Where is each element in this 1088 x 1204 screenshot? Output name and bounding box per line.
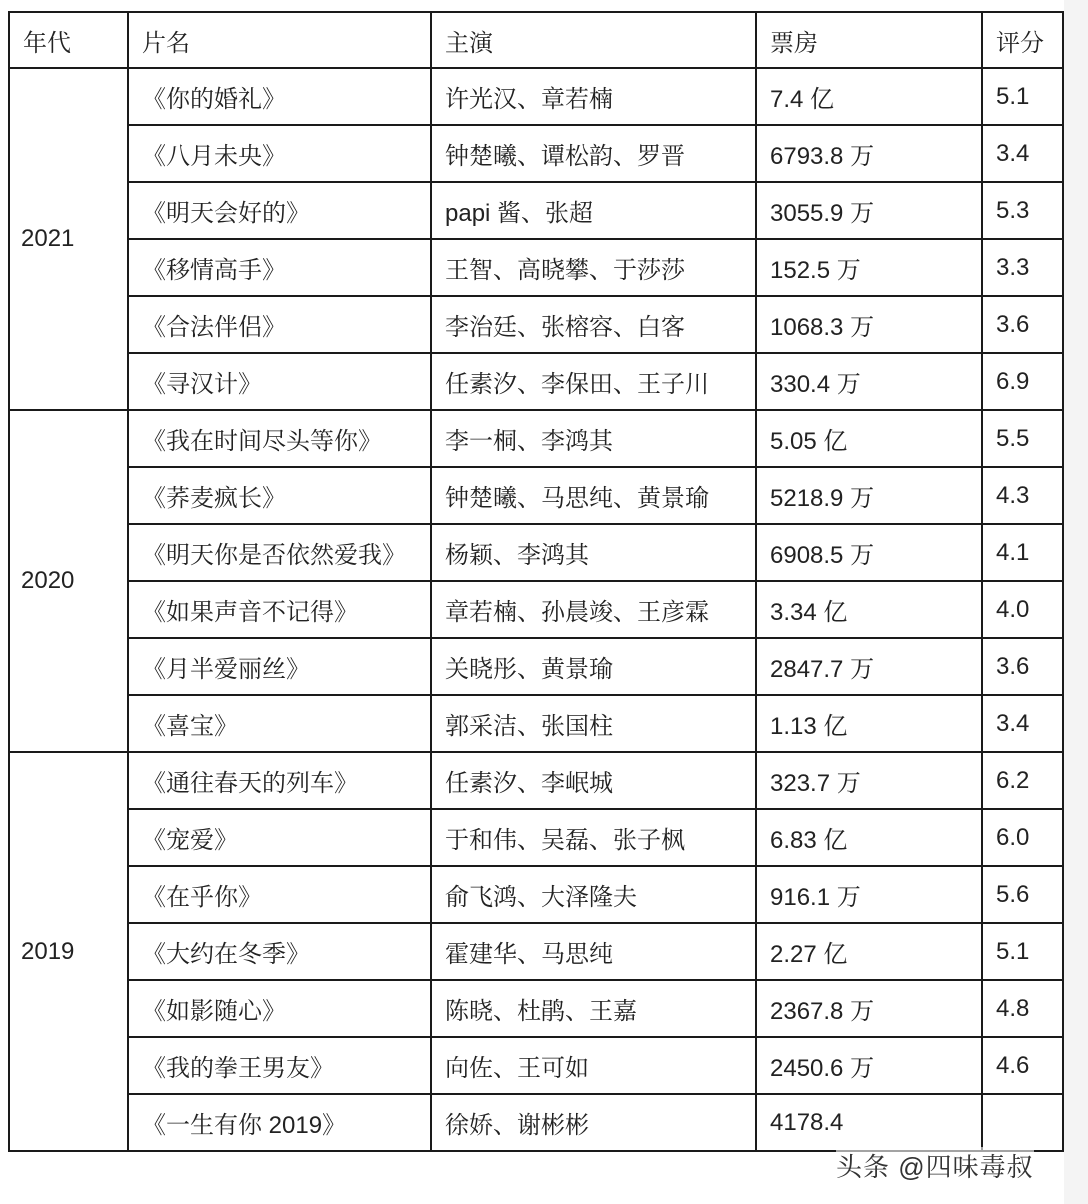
cast-cell: 章若楠、孙晨竣、王彦霖 (431, 581, 756, 638)
header-score: 评分 (982, 12, 1063, 68)
header-cast: 主演 (431, 12, 756, 68)
table-row (9, 695, 1063, 752)
title-cell: 《通往春天的列车》 (128, 752, 431, 809)
score-cell: 4.0 (982, 581, 1063, 638)
watermark: 头条 @四味毒叔 (836, 1147, 1034, 1184)
score-cell: 4.3 (982, 467, 1063, 524)
score-cell (982, 1094, 1063, 1151)
year-cell: 2020 (9, 410, 128, 752)
cast-cell: 郭采洁、张国柱 (431, 695, 756, 752)
box-office-cell: 2.27 亿 (756, 923, 982, 980)
title-cell: 《我在时间尽头等你》 (128, 410, 431, 467)
title-cell: 《大约在冬季》 (128, 923, 431, 980)
box-office-cell: 1.13 亿 (756, 695, 982, 752)
score-cell: 3.4 (982, 125, 1063, 182)
box-office-cell: 330.4 万 (756, 353, 982, 410)
title-cell: 《合法伴侣》 (128, 296, 431, 353)
cast-cell: 徐娇、谢彬彬 (431, 1094, 756, 1151)
title-cell: 《寻汉计》 (128, 353, 431, 410)
cast-cell: papi 酱、张超 (431, 182, 756, 239)
table-row (9, 239, 1063, 296)
box-office-cell: 5.05 亿 (756, 410, 982, 467)
score-cell: 3.6 (982, 296, 1063, 353)
title-cell: 《喜宝》 (128, 695, 431, 752)
box-office-cell: 2847.7 万 (756, 638, 982, 695)
table-row (9, 980, 1063, 1037)
cast-cell: 于和伟、吴磊、张子枫 (431, 809, 756, 866)
table-row (9, 296, 1063, 353)
header-box-office: 票房 (756, 12, 982, 68)
cast-cell: 陈晓、杜鹃、王嘉 (431, 980, 756, 1037)
box-office-cell: 1068.3 万 (756, 296, 982, 353)
cast-cell: 李一桐、李鸿其 (431, 410, 756, 467)
title-cell: 《在乎你》 (128, 866, 431, 923)
score-cell: 5.3 (982, 182, 1063, 239)
margin-strip (1064, 0, 1088, 1204)
cast-cell: 许光汉、章若楠 (431, 68, 756, 125)
table-row (9, 1037, 1063, 1094)
box-office-cell: 3055.9 万 (756, 182, 982, 239)
box-office-cell: 6793.8 万 (756, 125, 982, 182)
cast-cell: 任素汐、李岷城 (431, 752, 756, 809)
cast-cell: 俞飞鸿、大泽隆夫 (431, 866, 756, 923)
title-cell: 《如果声音不记得》 (128, 581, 431, 638)
cast-cell: 李治廷、张榕容、白客 (431, 296, 756, 353)
table-row (9, 638, 1063, 695)
score-cell: 4.1 (982, 524, 1063, 581)
cast-cell: 钟楚曦、谭松韵、罗晋 (431, 125, 756, 182)
box-office-cell: 6908.5 万 (756, 524, 982, 581)
box-office-cell: 3.34 亿 (756, 581, 982, 638)
title-cell: 《明天会好的》 (128, 182, 431, 239)
table-row (9, 524, 1063, 581)
score-cell: 6.2 (982, 752, 1063, 809)
table-row (9, 581, 1063, 638)
movie-table (8, 11, 1064, 1152)
box-office-cell: 6.83 亿 (756, 809, 982, 866)
score-cell: 3.4 (982, 695, 1063, 752)
score-cell: 6.0 (982, 809, 1063, 866)
box-office-cell: 152.5 万 (756, 239, 982, 296)
table-row (9, 68, 1063, 125)
box-office-cell: 916.1 万 (756, 866, 982, 923)
title-cell: 《八月未央》 (128, 125, 431, 182)
header-year: 年代 (9, 12, 128, 68)
year-cell: 2021 (9, 68, 128, 410)
box-office-cell: 2367.8 万 (756, 980, 982, 1037)
title-cell: 《荞麦疯长》 (128, 467, 431, 524)
table-row (9, 410, 1063, 467)
table-row (9, 353, 1063, 410)
title-cell: 《宠爱》 (128, 809, 431, 866)
title-cell: 《我的拳王男友》 (128, 1037, 431, 1094)
score-cell: 5.1 (982, 68, 1063, 125)
score-cell: 5.6 (982, 866, 1063, 923)
score-cell: 4.6 (982, 1037, 1063, 1094)
cast-cell: 杨颖、李鸿其 (431, 524, 756, 581)
table-row (9, 182, 1063, 239)
cast-cell: 关晓彤、黄景瑜 (431, 638, 756, 695)
table-row (9, 1094, 1063, 1151)
box-office-cell: 2450.6 万 (756, 1037, 982, 1094)
score-cell: 3.6 (982, 638, 1063, 695)
table-row (9, 125, 1063, 182)
score-cell: 5.5 (982, 410, 1063, 467)
score-cell: 6.9 (982, 353, 1063, 410)
header-row (9, 12, 1063, 68)
title-cell: 《月半爱丽丝》 (128, 638, 431, 695)
cast-cell: 任素汐、李保田、王子川 (431, 353, 756, 410)
table-row (9, 752, 1063, 809)
table-row (9, 866, 1063, 923)
score-cell: 5.1 (982, 923, 1063, 980)
title-cell: 《如影随心》 (128, 980, 431, 1037)
title-cell: 《移情高手》 (128, 239, 431, 296)
title-cell: 《一生有你 2019》 (128, 1094, 431, 1151)
table-row (9, 923, 1063, 980)
box-office-cell: 7.4 亿 (756, 68, 982, 125)
score-cell: 4.8 (982, 980, 1063, 1037)
score-cell: 3.3 (982, 239, 1063, 296)
cast-cell: 向佐、王可如 (431, 1037, 756, 1094)
title-cell: 《明天你是否依然爱我》 (128, 524, 431, 581)
cast-cell: 钟楚曦、马思纯、黄景瑜 (431, 467, 756, 524)
year-cell: 2019 (9, 752, 128, 1151)
cast-cell: 王智、高晓攀、于莎莎 (431, 239, 756, 296)
box-office-cell: 4178.4 (756, 1094, 982, 1151)
box-office-cell: 323.7 万 (756, 752, 982, 809)
cast-cell: 霍建华、马思纯 (431, 923, 756, 980)
title-cell: 《你的婚礼》 (128, 68, 431, 125)
header-title: 片名 (128, 12, 431, 68)
table-row (9, 809, 1063, 866)
table-row (9, 467, 1063, 524)
box-office-cell: 5218.9 万 (756, 467, 982, 524)
